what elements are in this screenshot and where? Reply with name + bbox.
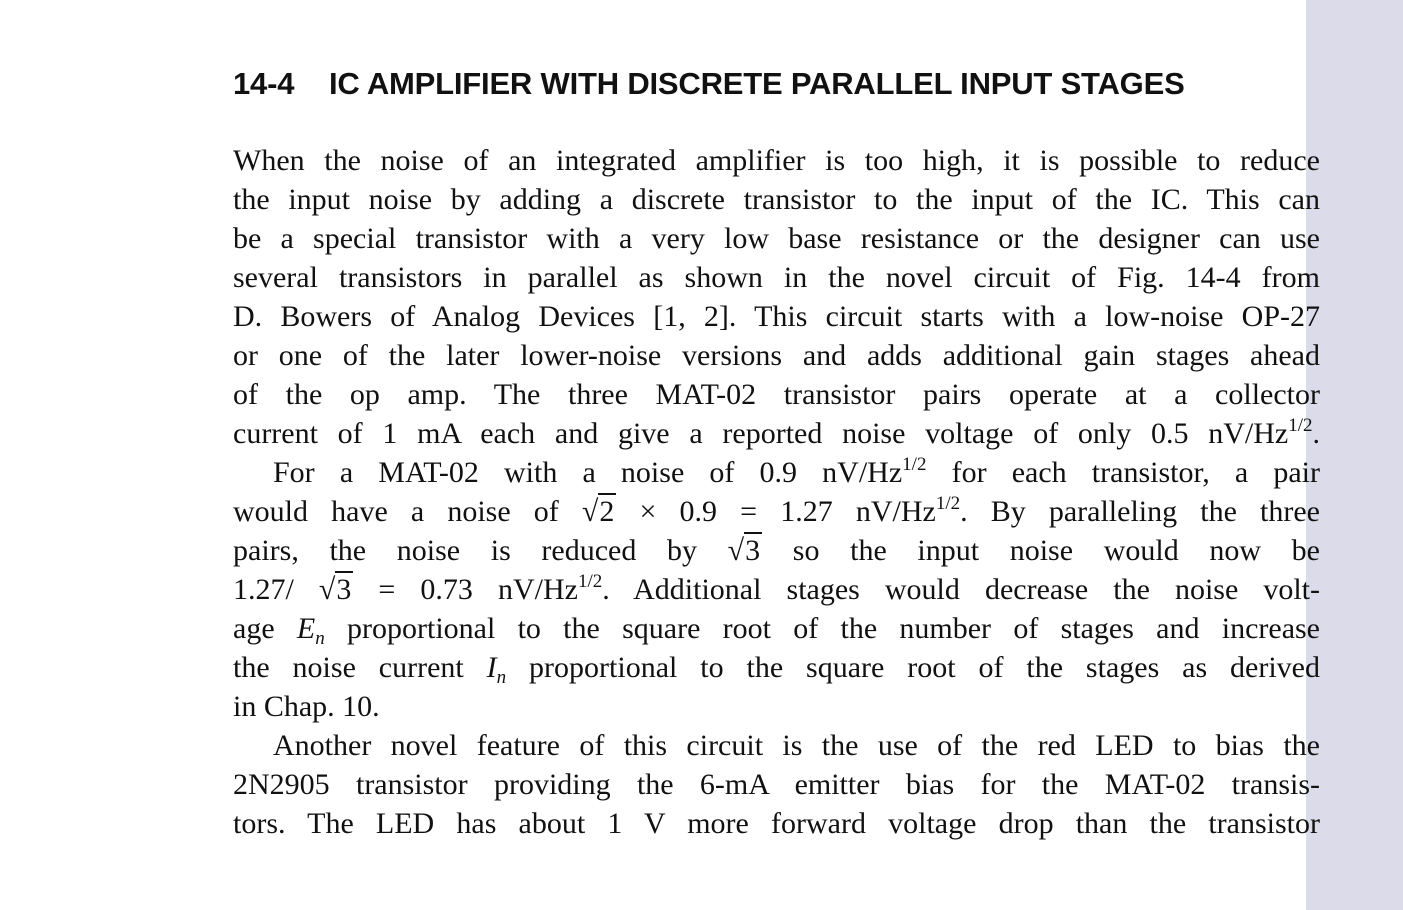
text-fragment: 1.27/ [233,573,319,606]
variable-E: E [296,612,316,645]
text-line: Another novel feature of this circuit is the use of the red LED to bias the [273,729,1320,762]
sqrt-sign: √ [581,495,599,528]
text-line: or one of the later lower-noise versions and adds additional gain stages ahead [233,339,1320,372]
exponent: 1/2 [1288,415,1313,436]
text-fragment: proportional to the square root of the number of stages and increase [324,612,1320,645]
subscript-n: n [315,628,325,649]
text-fragment: would have a noise of [233,495,582,528]
section-heading [233,66,1293,102]
exponent: 1/2 [902,454,927,475]
text-line [233,453,1320,492]
sqrt-radicand: 2 [599,495,615,528]
section-title: IC AMPLIFIER WITH DISCRETE PARALLEL INPUT STAGES [329,66,1185,101]
sqrt-expression [728,532,762,567]
text-fragment: . [1312,417,1320,450]
sqrt-radicand: 3 [336,573,352,606]
text-line: D. Bowers of Analog Devices [1, 2]. This circuit starts with a low-noise OP-27 [233,300,1320,333]
text-fragment: . Additional stages would decrease the noise volt- [602,573,1321,606]
subscript-n: n [496,667,507,688]
text-line: in Chap. 10. [233,690,380,723]
text-line [233,492,1320,531]
text-line: the input noise by adding a discrete transistor to the input of the IC. This can [233,183,1320,216]
sqrt-sign: √ [318,573,336,606]
text-line [233,570,1320,609]
section-number: 14-4 [233,66,295,101]
text-fragment: so the input noise would now be [762,534,1320,567]
sqrt-expression [319,571,353,606]
text-line: several transistors in parallel as shown in the novel circuit of Fig. 14-4 from [233,261,1320,294]
text-fragment: For a MAT-02 with a noise of 0.9 nV/Hz [273,456,903,489]
text-line [233,414,1320,453]
exponent: 1/2 [577,571,603,592]
exponent: 1/2 [935,493,961,514]
text-fragment: = 0.73 nV/Hz [353,573,578,606]
text-fragment: for each transistor, a pair [926,456,1321,489]
text-line: 2N2905 transistor providing the 6-mA emitter bias for the MAT-02 transis- [233,768,1320,801]
sqrt-radicand: 3 [745,534,761,567]
sqrt-expression [582,493,616,528]
text-fragment: proportional to the square root of the stages as derived [506,651,1321,684]
text-line: be a special transistor with a very low base resistance or the designer can use [233,222,1320,255]
text-fragment: current of 1 mA each and give a reported noise voltage of only 0.5 nV/Hz [233,417,1289,450]
text-fragment: . By paralleling the three [960,495,1320,528]
text-line: tors. The LED has about 1 V more forward voltage drop than the transistor [233,807,1320,840]
text-fragment: × 0.9 = 1.27 nV/Hz [616,495,936,528]
text-fragment: pairs, the noise is reduced by [233,534,728,567]
page-edge-strip [1306,0,1403,910]
text-line: of the op amp. The three MAT-02 transistor pairs operate at a collector [233,378,1320,411]
text-fragment: the noise current [233,651,487,684]
text-line [233,648,1320,687]
variable-I: I [486,651,497,684]
body-text [233,141,1320,843]
text-line: When the noise of an integrated amplifier is too high, it is possible to reduce [233,144,1320,177]
text-line [233,531,1320,570]
text-line [233,609,1320,648]
text-fragment: age [233,612,297,645]
sqrt-sign: √ [727,534,745,567]
